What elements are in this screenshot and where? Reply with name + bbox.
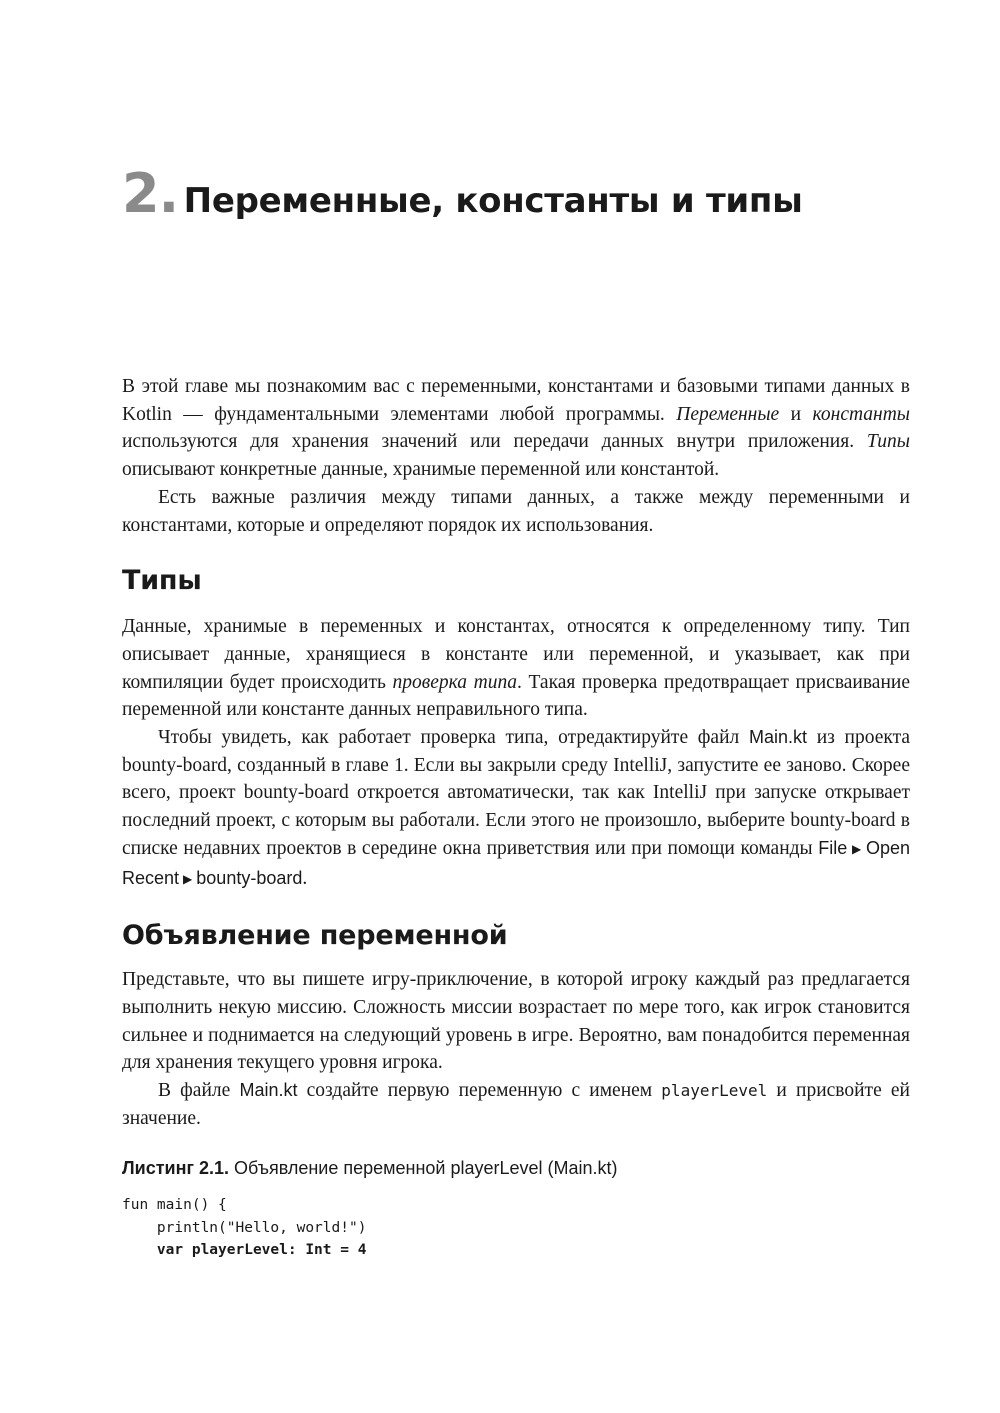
code-line-added: var playerLevel: Int = 4 (122, 1242, 367, 1259)
chapter-number: 2. (122, 162, 179, 225)
inline-code: playerLevel (661, 1081, 768, 1101)
decl-paragraph-2: В файле Main.kt создайте первую переменную с именем playerLevel и присвойте ей значение. (122, 1080, 910, 1129)
file-name: Main.kt (239, 1080, 298, 1101)
menu-item-bounty-board: bounty-board (196, 867, 303, 888)
chapter-title: Переменные, константы и типы (183, 181, 803, 221)
listing-label: Листинг 2.1. (122, 1158, 229, 1179)
decl-paragraph-1: Представьте, что вы пишете игру-приключение, в которой игроку каждый раз предлагается выполнить некую миссию. Сложность миссии возрастает по мере того, как игрок становится сильнее и поднимается на следующий уровень в игре. Вероятно, вам понадобится переменная для хранения текущего уровня игрока. (122, 969, 910, 1074)
chapter-heading (122, 162, 910, 225)
menu-item-open-recent: Open Recent (122, 837, 910, 888)
types-paragraph-1: Данные, хранимые в переменных и константах, относятся к определенному типу. Тип описывает данные, хранящиеся в константе или переменной, и указывает, как при компиляции будет происходить проверка типа. Такая проверка предотвращает присваивание переменной или константе данных неправильного типа. (122, 616, 910, 721)
section-heading-types: Типы (122, 565, 202, 597)
code-listing (122, 1194, 910, 1262)
file-name: Main.kt (748, 727, 807, 748)
intro-paragraph-1: В этой главе мы познакомим вас с переменными, константами и базовыми типами данных в Kotlin — фундаментальными элементами любой программы. Переменные и константы используются для хранения значений или передачи данных внутри приложения. Типы описывают конкретные данные, хранимые переменной или константой. (122, 376, 911, 481)
code-line: fun main() { (122, 1197, 227, 1214)
intro-paragraph-2: Есть важные различия между типами данных, а также между переменными и константами, которые и определяют порядок их использования. (122, 486, 910, 536)
listing-caption (122, 1156, 910, 1180)
section-heading-declaration: Объявление переменной (122, 920, 508, 952)
code-line: println("Hello, world!") (122, 1219, 367, 1236)
listing-caption-text: Объявление переменной playerLevel (Main.kt) (228, 1158, 618, 1179)
menu-item-file: File (818, 837, 848, 858)
triangle-right-icon: ▶ (851, 841, 862, 856)
chapter-body (122, 373, 910, 1262)
types-paragraph-2: Чтобы увидеть, как работает проверка типа, отредактируйте файл Main.kt из проекта bounty-board, созданный в главе 1. Если вы закрыли среду IntelliJ, запустите ее заново. Скорее всего, проект bounty-board откроется автоматически, так как IntelliJ при запуске открывает последний проект, с которым вы работали. Если этого не произошло, выберите bounty-board в списке недавних проектов в середине окна приветствия или при помощи команды File ▶ Open Recent ▶ bounty-board. (122, 727, 911, 889)
triangle-right-icon: ▶ (183, 871, 193, 886)
